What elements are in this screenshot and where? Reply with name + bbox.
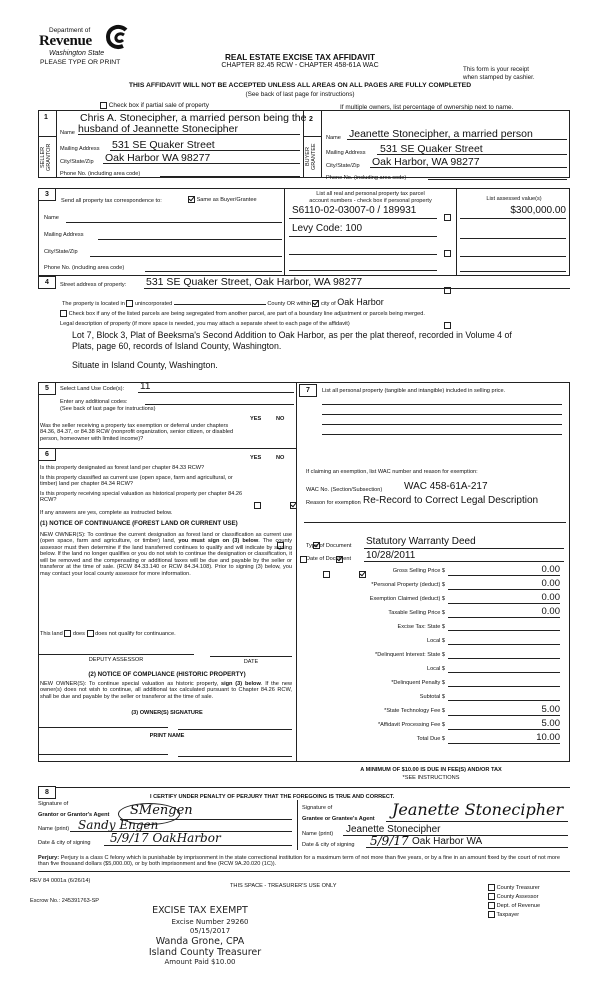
exemption-yes-checkbox[interactable] [254,502,261,509]
section-5-number: 5 [38,382,56,395]
grantor-agent-label: Grantor or Grantor's Agent [38,812,110,818]
deputy-assessor-label: DEPUTY ASSESSOR [88,657,144,663]
grantee-date[interactable]: 5/9/17 [370,834,409,848]
fee-value[interactable] [448,690,560,701]
county-assessor-checkbox[interactable] [488,893,495,900]
fee-value[interactable]: 0.00 [448,606,560,618]
same-as-buyer-row[interactable] [188,196,257,203]
segregated-label: Check box if any of the listed parcels are being segregated from another parcel, are part of a boundary line adjustment or parcels being merged. [68,310,425,317]
corr-phone-label: Phone No. (including area code) [44,265,125,271]
corr-city-label: City/State/Zip [44,249,78,255]
corr-mailing-field[interactable] [98,239,282,240]
seller-name-field[interactable]: husband of Jeannette Stonecipher [78,123,238,135]
segregated-row[interactable] [60,310,425,317]
grantor-signature-of-label: Signature of [38,801,69,807]
section-5-yes-header: YES [250,416,262,422]
city-of-label: city of [321,301,336,307]
grantor-date-label: Date & city of signing [38,840,91,846]
land-use-label: Select Land Use Code(s): [60,386,125,392]
owner-signature-title: (3) OWNER(S) SIGNATURE [131,710,203,716]
section-5-see-back: (See back of last page for instructions) [60,406,156,412]
fee-label: Total Due $ [416,736,445,742]
parcel-number[interactable]: Levy Code: 100 [292,223,363,234]
current-use-question: Is this property classified as current use (open space, farm and agricultural, or timber) land per chapter 84.34 RCW? [40,475,233,488]
buyer-city-field[interactable]: Oak Harbor, WA 98277 [372,156,480,168]
located-prefix: The property is located in [62,301,125,307]
corr-name-label: Name [44,215,59,221]
fee-label: Excise Tax: State $ [397,624,445,630]
personal-property-line[interactable] [322,404,562,405]
city-of-value[interactable]: Oak Harbor [337,297,384,307]
corr-name-field[interactable] [66,222,282,223]
doc-date-field[interactable]: 10/28/2011 [366,550,416,561]
stamp-date: 05/15/2017 [189,927,231,935]
exemption-no-checkbox[interactable] [290,502,297,509]
fee-label: Local $ [426,638,445,644]
seller-name-line1: Chris A. Stonecipher, a married person being the [80,112,307,124]
seller-grantor-label: SELLER GRANTOR [40,143,52,171]
notice-continuance-text: NEW OWNER(S): To continue the current designation as forest land or classification as current use (open space, farm and agriculture, or timber) land, you must sign on (3) below. The county assessor must then determine if the land transferred continues to qualify and will indicate by signing below. If the land no longer qualifies or you do not wish to continue the designation or classification, it will be removed and the compensating or additional taxes will be due and payable by the seller or transferor at the time of sale. (RCW 84.33.140 or RCW 84.34.108). Prior to signing (3) below, you may contact your local county assessor for more information. [40,532,292,577]
buyer-grantee-label: BUYER GRANTEE [305,143,317,171]
parcel-header-2: account numbers - check box if personal property [309,198,432,204]
warning-banner: THIS AFFIDAVIT WILL NOT BE ACCEPTED UNLESS ALL AREAS ON ALL PAGES ARE FULLY COMPLETED [128,82,472,89]
section-6-number: 6 [38,448,56,461]
personal-property-checkbox[interactable] [444,214,451,221]
personal-property-checkbox[interactable] [444,322,451,329]
date-label: DATE [243,659,259,665]
fee-label: *State Technology Fee $ [384,708,445,714]
escrow-number: Escrow No.: 245391763-SP [30,898,100,904]
dept-revenue-checkbox[interactable] [488,902,495,909]
fee-value[interactable]: 10.00 [448,732,560,744]
section-8-number: 8 [38,786,56,799]
owner-signature-line-1[interactable] [38,727,168,728]
fee-label: Taxable Selling Price $ [388,610,445,616]
section-6-yes-header: YES [250,455,262,461]
fee-value[interactable]: 5.00 [448,718,560,730]
parcel-header-1: List all real and personal property tax parcel [316,191,425,197]
grantor-name[interactable]: Sandy Engen [78,818,159,832]
fee-value[interactable] [448,648,560,659]
land-use-field[interactable]: 11 [140,381,151,392]
fee-label: Exemption Claimed (deduct) $ [369,596,445,602]
form-subtitle: CHAPTER 82.45 RCW - CHAPTER 458-61A WAC [221,62,379,69]
partial-sale-label: Check box if partial sale of property [108,102,209,110]
does-label: does [72,630,85,637]
taxpayer-checkbox[interactable] [488,911,495,918]
fee-value[interactable] [448,634,560,645]
see-instructions-note: *SEE INSTRUCTIONS [402,775,460,781]
logo-name: Revenue [39,33,92,49]
grantor-name-label: Name (print) [38,826,70,832]
parcel-number[interactable] [289,254,437,255]
grantee-name[interactable]: Jeanette Stonecipher [346,824,441,835]
corr-mailing-label: Mailing Address [44,232,84,238]
grantee-agent-label: Grantee or Grantee's Agent [302,816,375,822]
logo-swirl-icon [104,24,130,50]
legal-description-label: Legal description of property (if more space is needed, you may attach a separate sheet to each page of the affidavit) [60,321,350,327]
section-7-number: 7 [299,384,317,397]
seller-phone-field[interactable] [160,176,300,177]
additional-codes-label: Enter any additional codes: [60,399,128,405]
fee-value[interactable]: 0.00 [448,592,560,604]
fee-label: *Affidavit Processing Fee $ [377,722,445,728]
exemption-question: Was the seller receiving a property tax exemption or deferral under chapters 84.36, 84.37, or 84.38 RCW (nonprofit organization, senior citizen, or disabled person, homeowner with limited income)? [40,423,234,442]
does-not-label: does not qualify for continuance. [95,630,176,637]
grantee-name-label: Name (print) [302,831,334,837]
does-not-qualify-checkbox[interactable] [87,630,94,637]
copy-county-assessor[interactable]: County Assessor [488,893,540,902]
county-treasurer-checkbox[interactable] [488,884,495,891]
wac-label: WAC No. (Section/Subsection) [306,487,383,493]
doc-type-label: Type of Document [306,543,352,549]
assessed-value[interactable] [460,238,566,239]
grantor-date-city[interactable]: 5/9/17 OakHarbor [110,831,221,845]
stamp-treasurer-name: Wanda Grone, CPA [155,936,245,947]
section-4-number: 4 [38,276,56,289]
section-3-number: 3 [38,188,56,201]
wac-field[interactable]: WAC 458-61A-217 [404,481,488,492]
reason-label: Reason for exemption [306,500,361,506]
buyer-name-label: Name [326,135,341,141]
personal-property-line[interactable] [322,424,562,425]
see-back-note: (See back of last page for instructions) [245,91,355,98]
property-location-row [62,297,384,307]
reason-field[interactable]: Re-Record to Correct Legal Description [363,495,539,506]
personal-property-label: List all personal property (tangible and intangible) included in selling price. [322,388,506,394]
personal-property-checkbox[interactable] [444,250,451,257]
notice-continuance-title: (1) NOTICE OF CONTINUANCE (FOREST LAND OR CURRENT USE) [40,520,238,527]
fee-value[interactable]: 0.00 [448,578,560,590]
buyer-name-field[interactable]: Jeanette Stonecipher, a married person [349,128,533,140]
rev-number: REV 84 0001a (6/26/14) [30,878,91,884]
fee-label: Subtotal $ [419,694,445,700]
fee-label: *Personal Property (deduct) $ [371,582,445,588]
fee-value[interactable]: 0.00 [448,564,560,576]
receipt-note-2: when stamped by cashier. [463,74,535,81]
unincorporated-label: unincorporated [134,301,173,307]
notice-compliance-title: (2) NOTICE OF COMPLIANCE (HISTORIC PROPERTY) [88,671,246,678]
grantee-signature-of-label: Signature of [302,805,333,811]
grantee-city[interactable]: Oak Harbor WA [412,836,483,847]
please-type: PLEASE TYPE OR PRINT [40,59,121,66]
perjury-notice: Perjury: Perjury is a class C felony which is punishable by imprisonment in the state correctional institution for a maximum term of not more than five years, or by a fine in an amount fixed by the court of not more than five thousand dollars ($5,000.00), or by both imprisonment and fine (RCW 9A.20.020 (1C)). [38,855,561,868]
this-land-label: This land [40,630,63,637]
copy-county-treasurer[interactable]: County Treasurer [488,884,540,893]
fee-value[interactable] [448,676,560,687]
print-name-line-2[interactable] [178,756,292,757]
qualify-row [40,630,176,637]
partial-sale-checkbox-row[interactable] [100,102,209,110]
legal-description-text[interactable] [72,330,512,371]
legal-line-2: Plats, page 60, records of Island County, Washington. [72,341,282,351]
copy-distribution-list [488,884,540,920]
copy-taxpayer[interactable]: Taxpayer [488,911,540,920]
street-address-field[interactable]: 531 SE Quaker Street, Oak Harbor, WA 98277 [146,276,363,288]
parcel-number[interactable] [289,270,437,271]
fee-value[interactable]: 5.00 [448,704,560,716]
perjury-certification: I CERTIFY UNDER PENALTY OF PERJURY THAT THE FOREGOING IS TRUE AND CORRECT. [150,794,395,800]
logo-dept: Department of [49,27,91,34]
form-title: REAL ESTATE EXCISE TAX AFFIDAVIT [225,53,375,62]
unincorporated-checkbox[interactable] [126,300,133,307]
county-or-within-label: County OR within [267,301,311,307]
corr-city-field[interactable] [90,256,282,257]
treasurer-use-only: THIS SPACE - TREASURER'S USE ONLY [230,883,337,889]
same-as-buyer-checkbox[interactable] [188,196,195,203]
grantee-signature[interactable]: Jeanette Stonecipher [392,800,564,819]
buyer-phone-label: Phone No. (including area code) [326,175,407,181]
print-name-label: PRINT NAME [149,733,185,739]
fee-value[interactable] [448,620,560,631]
grantee-date-label: Date & city of signing [302,842,355,848]
legal-line-3: Situate in Island County, Washington. [72,360,218,370]
receipt-note-1: This form is your receipt [463,66,530,73]
forest-land-question: Is this property designated as forest land per chapter 84.33 RCW? [40,465,205,471]
section-1-number: 1 [44,114,48,121]
fee-label: Local $ [426,666,445,672]
notice-compliance-text: NEW OWNER(S): To continue special valuation as historic property, sign (3) below. If the new owner(s) does not wish to continue, all additional tax calculated pursuant to Chapter 84.26 RCW, shall be due and payable by the seller or transferor at the time of sale. [40,681,292,700]
assessed-header: List assessed value(s) [486,196,542,202]
buyer-city-label: City/State/Zip [326,163,360,169]
assessed-value[interactable] [460,271,566,272]
additional-codes-field[interactable] [145,404,294,405]
grantor-signature[interactable]: SMengen [130,803,193,818]
assessed-value[interactable]: $300,000.00 [510,205,566,216]
section-2-number: 2 [309,116,313,123]
seller-mailing-field[interactable]: 531 SE Quaker Street [112,139,215,151]
stamp-exempt: EXCISE TAX EXEMPT [152,905,248,916]
buyer-mailing-field[interactable]: 531 SE Quaker Street [380,143,483,155]
seller-phone-label: Phone No. (including area code) [60,171,141,177]
if-yes-note: If any answers are yes, complete as instructed below. [40,510,173,516]
seller-name-label: Name [60,130,75,136]
fee-label: *Delinquent Interest: State $ [375,652,445,658]
print-name-line-1[interactable] [38,754,168,755]
county-field[interactable] [174,304,266,305]
seller-mailing-label: Mailing Address [60,146,100,152]
logo-state: Washington State [49,50,105,57]
stamp-treasurer-title: Island County Treasurer [148,947,262,958]
parcel-number[interactable]: S6110-02-03007-0 / 189931 [292,205,417,216]
segregated-checkbox[interactable] [60,310,67,317]
legal-line-1: Lot 7, Block 3, Plat of Beeksma's Second Addition to Oak Harbor, as per the plat thereof, recorded in Volume 4 of [72,330,512,340]
copy-dept-revenue[interactable]: Dept. of Revenue [488,902,540,911]
stamp-excise-number: Excise Number 29260 [171,918,249,926]
assessed-value[interactable] [460,256,566,257]
assessor-date-line[interactable] [210,656,292,657]
fee-label: *Delinquent Penalty $ [391,680,445,686]
section-6-no-header: NO [276,455,285,461]
send-correspondence-label: Send all property tax correspondence to: [61,198,162,204]
same-as-buyer-label: Same as Buyer/Grantee [196,196,257,203]
owner-signature-line-2[interactable] [178,729,292,730]
stamp-amount-paid: Amount Paid $10.00 [164,958,236,966]
seller-city-field[interactable]: Oak Harbor WA 98277 [105,152,211,164]
buyer-mailing-label: Mailing Address [326,150,366,156]
buyer-phone-field[interactable] [428,179,567,180]
personal-property-line[interactable] [322,434,562,435]
multiple-owners-note: If multiple owners, list percentage of ownership next to name. [340,104,514,111]
section-5-no-header: NO [276,416,285,422]
doc-date-label: Date of Document [306,556,352,562]
deputy-assessor-signature-line[interactable] [38,654,194,655]
seller-city-label: City/State/Zip [60,159,94,165]
city-of-checkbox[interactable] [312,300,319,307]
fee-value[interactable] [448,662,560,673]
corr-phone-field[interactable] [145,271,282,272]
partial-sale-checkbox[interactable] [100,102,107,109]
doc-type-field[interactable]: Statutory Warranty Deed [366,536,476,547]
historical-question: Is this property receiving special valuation as historical property per chapter 84.26 RCW? [40,491,243,504]
exemption-intro: If claiming an exemption, list WAC number and reason for exemption: [306,469,478,475]
fee-label: Gross Selling Price $ [392,568,445,574]
personal-property-line[interactable] [322,414,562,415]
does-qualify-checkbox[interactable] [64,630,71,637]
street-address-label: Street address of property: [60,282,127,288]
minimum-due-note: A MINIMUM OF $10.00 IS DUE IN FEE(S) AND/OR TAX [360,767,502,773]
